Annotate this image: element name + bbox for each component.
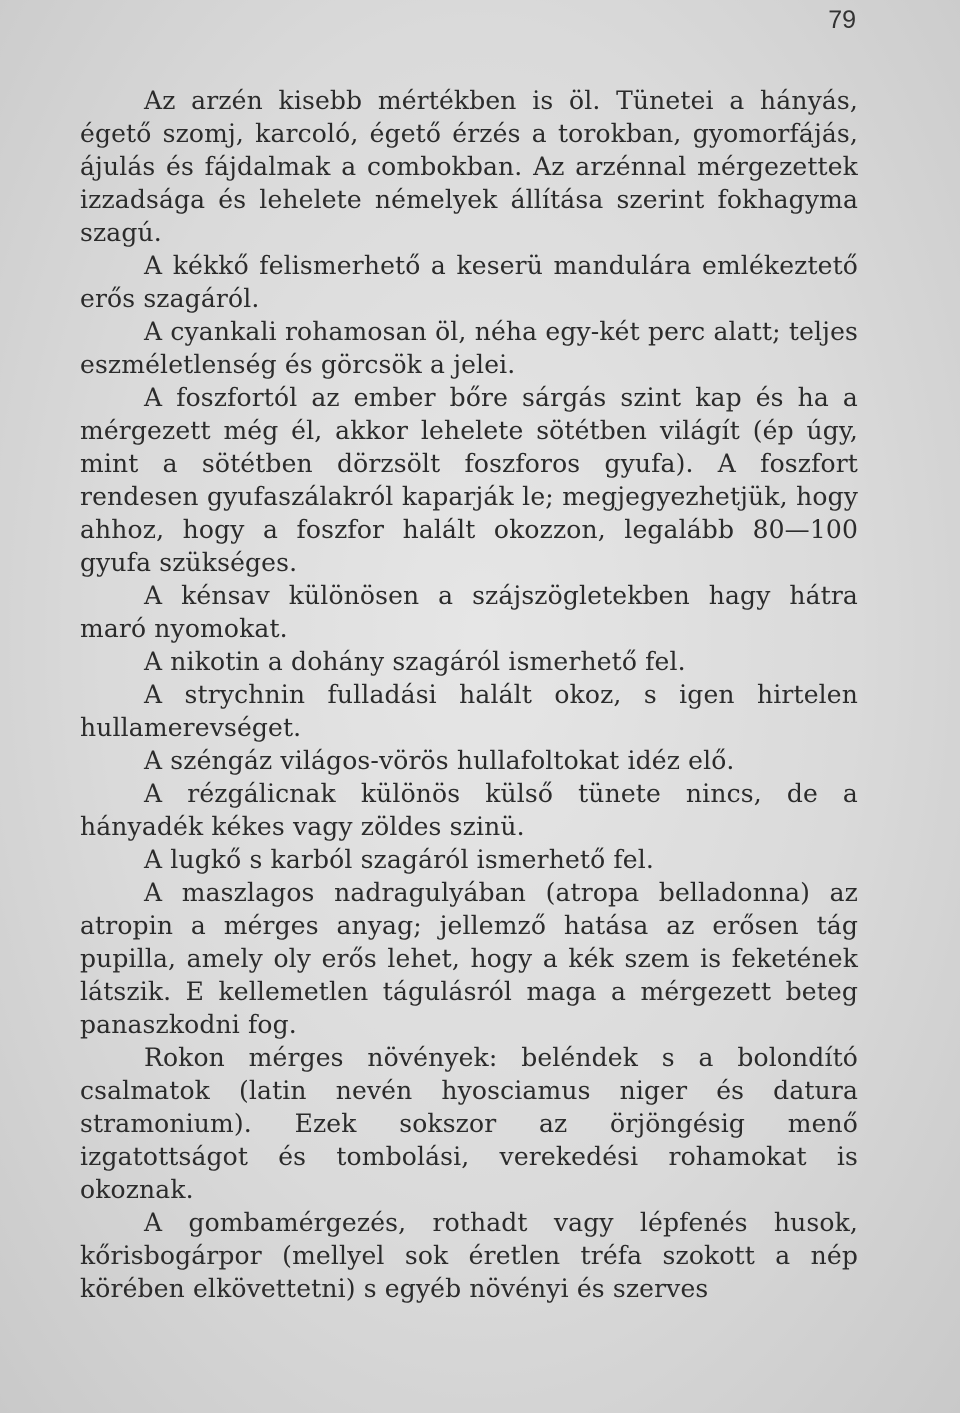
body-text <box>80 84 858 1305</box>
page-number: 79 <box>828 6 856 34</box>
paragraph-rezgalic: A rézgálicnak különös külső tünete nincs, de a hányadék kékes vagy zöldes szinü. <box>80 779 858 841</box>
paragraph-gombamergezes: A gombamérgezés, rothadt vagy lépfenés husok, kőrisbogárpor (mellyel sok éretlen tréfa szokott a nép körében elkövettetni) s egyéb növényi és szerves <box>80 1208 858 1303</box>
paragraph-nikotin: A nikotin a dohány szagáról ismerhető fel. <box>144 647 686 676</box>
paragraph-lugko: A lugkő s karból szagáról ismerhető fel. <box>144 845 654 874</box>
paragraph-nadragulya: A maszlagos nadragulyában (atropa belladonna) az atropin a mérges anyag; jellemző hatása az erősen tág pupilla, amely oly erős lehet, hogy a kék szem is feketének látszik. E kellemetlen tágulásról maga a mérgezett beteg panaszkodni fog. <box>80 878 858 1039</box>
paragraph-cyankali: A cyankali rohamosan öl, néha egy-két perc alatt; teljes eszméletlenség és görcsök a jelei. <box>80 317 858 379</box>
paragraph-foszfor: A foszfortól az ember bőre sárgás szint kap és ha a mérgezett még él, akkor lehelete sötétben világít (ép úgy, mint a sötétben dörzsölt foszforos gyufa). A foszfort rendesen gyufaszálakról kaparják le; megjegyezhetjük, hogy ahhoz, hogy a foszfor halált okozzon, legalább 80—100 gyufa szükséges. <box>80 383 858 577</box>
paragraph-szengaz: A széngáz világos-vörös hullafoltokat idéz elő. <box>144 746 735 775</box>
paragraph-strychnin: A strychnin fulladási halált okoz, s igen hirtelen hullamerevséget. <box>80 680 858 742</box>
paragraph-arzen: Az arzén kisebb mértékben is öl. Tünetei a hányás, égető szomj, karcoló, égető érzés a torokban, gyomorfájás, ájulás és fájdalmak a combokban. Az arzénnal mérgezettek izzadsága és lehelete némelyek állítása szerint fokhagyma szagú. <box>80 86 858 247</box>
paragraph-rokon-novenyek: Rokon mérges növények: beléndek s a bolondító csalmatok (latin nevén hyosciamus niger és datura stramonium). Ezek sokszor az örjöngésig menő izgatottságot és tombolási, verekedési rohamokat is okoznak. <box>80 1043 858 1204</box>
paragraph-kekko: A kékkő felismerhető a keserü mandulára emlékeztető erős szagáról. <box>80 251 858 313</box>
paragraph-kensav: A kénsav különösen a szájszögletekben hagy hátra maró nyomokat. <box>80 581 858 643</box>
